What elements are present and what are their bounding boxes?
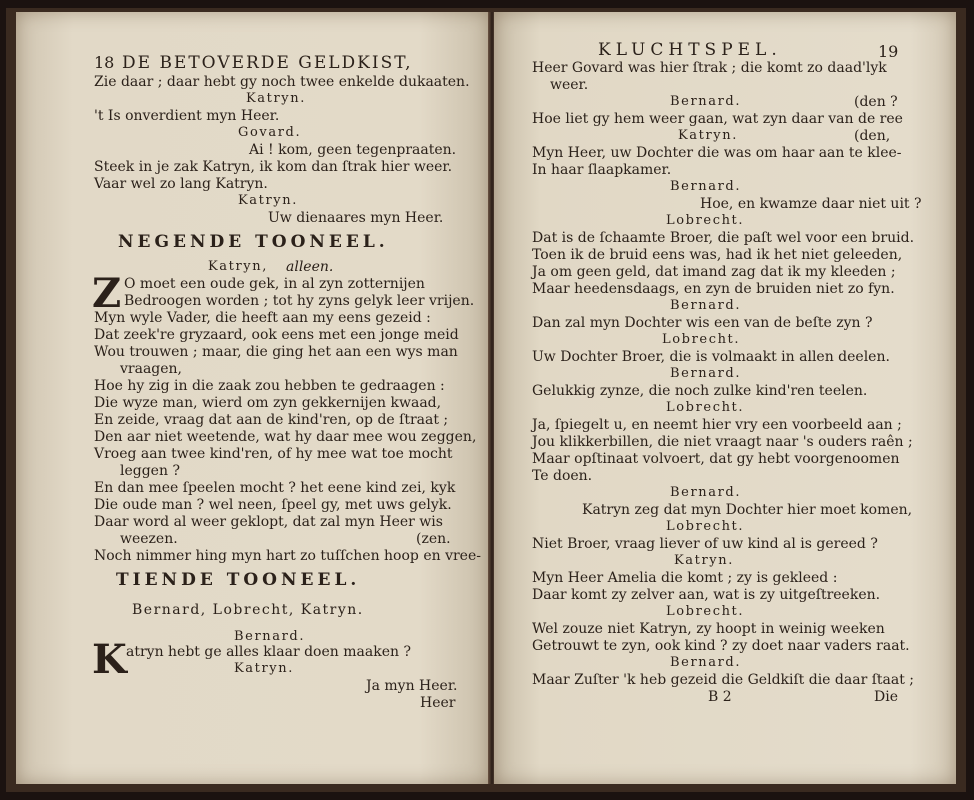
text-line: Gelukkig zynze, die noch zulke kind'ren teelen.: [532, 383, 868, 399]
verse-line: vraagen,: [120, 361, 183, 377]
text-line: weer.: [550, 77, 589, 93]
speaker-label: Katryn.: [238, 193, 298, 208]
text-line: Uw dienaares myn Heer.: [268, 210, 444, 226]
drop-cap: Z: [92, 270, 122, 317]
speaker-label: Lobrecht.: [666, 519, 745, 534]
verse-line: Die wyze man, wierd om zyn gekkernijen kwaad,: [94, 395, 442, 411]
verse-line: Daar word al weer geklopt, dat zal myn Heer wis: [94, 514, 443, 530]
running-title-right: KLUCHTSPEL.: [598, 40, 782, 60]
text-line: Myn Heer Amelia die komt ; zy is gekleed :: [532, 570, 838, 586]
scene-title: NEGENDE TOONEEL.: [118, 232, 389, 252]
right-page: [494, 12, 956, 784]
verse-line: Wou trouwen ; maar, die ging het aan een wys man: [94, 344, 458, 360]
text-line: Uw Dochter Broer, die is volmaakt in allen deelen.: [532, 349, 890, 365]
speaker-label: Bernard.: [670, 179, 742, 194]
speaker-label: Govard.: [238, 125, 302, 140]
signature-mark: B 2: [708, 689, 732, 705]
text-line: Ja, ſpiegelt u, en neemt hier vry een voorbeeld aan ;: [532, 417, 902, 433]
verse-line: Die oude man ? wel neen, ſpeel gy, met uws gelyk.: [94, 497, 452, 513]
verse-line: En zeide, vraag dat aan de kind'ren, op de ſtraat ;: [94, 412, 449, 428]
speaker-label: Bernard.: [670, 485, 742, 500]
verse-line: Myn wyle Vader, die heeft aan my eens gezeid :: [94, 310, 431, 326]
text-line: Steek in je zak Katryn, ik kom dan ſtrak hier weer.: [94, 159, 453, 175]
speaker-label: Bernard.: [670, 655, 742, 670]
verse-line: Dat zeek're gryzaard, ook eens met een jonge meid: [94, 327, 459, 343]
catchword: Heer: [420, 695, 456, 711]
verse-line: (zen.: [416, 531, 451, 547]
text-line: In haar ſlaapkamer.: [532, 162, 672, 178]
text-line: Wel zouze niet Katryn, zy hoopt in weinig weeken: [532, 621, 885, 637]
cast-list: Bernard, Lobrecht, Katryn.: [132, 602, 364, 618]
text-line: Heer Govard was hier ſtrak ; die komt zo daad'lyk: [532, 60, 887, 76]
speaker-label: Katryn.: [246, 91, 306, 106]
text-line: Maar Zuſter 'k heb gezeid die Geldkiſt die daar ſtaat ;: [532, 672, 915, 688]
verse-line: Noch nimmer hing myn hart zo tuſſchen hoop en vree-: [94, 548, 481, 564]
speaker-label: Katryn.: [678, 128, 738, 143]
text-line: 't Is onverdient myn Heer.: [94, 108, 280, 124]
text-line: Hoe liet gy hem weer gaan, wat zyn daar van de ree: [532, 111, 903, 127]
running-title-left: DE BETOVERDE GELDKIST,: [122, 53, 413, 73]
text-line: Jou klikkerbillen, die niet vraagt naar 's ouders raên ;: [532, 434, 913, 450]
speaker-label: Katryn.: [234, 661, 294, 676]
text-line: Zie daar ; daar hebt gy noch twee enkelde dukaaten.: [94, 74, 470, 90]
speaker-label: Lobrecht.: [666, 400, 745, 415]
speaker-label: Katryn.: [674, 553, 734, 568]
speaker-label: Bernard.: [670, 94, 742, 109]
speaker-label: Lobrecht.: [666, 213, 745, 228]
speaker-label: Bernard.: [234, 629, 306, 644]
verse-line: Ja myn Heer.: [366, 678, 458, 694]
scene-title: TIENDE TOONEEL.: [116, 570, 361, 590]
text-line: (den,: [854, 128, 891, 144]
text-line: Katryn zeg dat myn Dochter hier moet komen,: [582, 502, 913, 518]
verse-line: Den aar niet weetende, wat hy daar mee wou zeggen,: [94, 429, 477, 445]
text-line: (den ?: [854, 94, 898, 110]
page-number-left: 18: [94, 53, 115, 72]
stage-direction: alleen.: [286, 259, 334, 275]
speaker-label: Lobrecht.: [662, 332, 741, 347]
text-line: Getrouwt te zyn, ook kind ? zy doet naar vaders raat.: [532, 638, 910, 654]
verse-line: leggen ?: [120, 463, 180, 479]
page-number-right: 19: [878, 42, 899, 61]
text-line: Toen ik de bruid eens was, had ik het niet geleeden,: [532, 247, 903, 263]
text-line: Dat is de ſchaamte Broer, die paſt wel voor een bruid.: [532, 230, 915, 246]
text-line: Myn Heer, uw Dochter die was om haar aan te klee-: [532, 145, 902, 161]
left-page: [16, 12, 490, 784]
speaker-label: Bernard.: [670, 366, 742, 381]
verse-line: weezen.: [120, 531, 178, 547]
verse-line: En dan mee ſpeelen mocht ? het eene kind zei, kyk: [94, 480, 456, 496]
text-line: Niet Broer, vraag liever of uw kind al is gereed ?: [532, 536, 878, 552]
text-line: Dan zal myn Dochter wis een van de beſte zyn ?: [532, 315, 873, 331]
text-line: Hoe, en kwamze daar niet uit ?: [700, 196, 922, 212]
drop-cap: K: [92, 636, 127, 683]
text-line: Daar komt zy zelver aan, wat is zy uitgeſtreeken.: [532, 587, 881, 603]
speaker-label: Bernard.: [670, 298, 742, 313]
text-line: Te doen.: [532, 468, 593, 484]
text-line: Maar heedensdaags, en zyn de bruiden niet zo fyn.: [532, 281, 895, 297]
verse-line: Vroeg aan twee kind'ren, of hy mee wat toe mocht: [94, 446, 453, 462]
text-line: Vaar wel zo lang Katryn.: [94, 176, 268, 192]
text-line: Ja om geen geld, dat imand zag dat ik my kleeden ;: [532, 264, 896, 280]
speaker-label: Katryn,: [208, 259, 268, 274]
open-book: [6, 8, 966, 792]
verse-line: Bedroogen worden ; tot hy zyns gelyk leer vrijen.: [124, 293, 475, 309]
verse-line: Hoe hy zig in die zaak zou hebben te gedraagen :: [94, 378, 445, 394]
verse-line: O moet een oude gek, in al zyn zotternijen: [124, 276, 425, 292]
speaker-label: Lobrecht.: [666, 604, 745, 619]
verse-line: atryn hebt ge alles klaar doen maaken ?: [126, 644, 411, 660]
text-line: Maar opſtinaat volvoert, dat gy hebt voorgenoomen: [532, 451, 900, 467]
catchword: Die: [874, 689, 898, 705]
text-line: Ai ! kom, geen tegenpraaten.: [249, 142, 457, 158]
